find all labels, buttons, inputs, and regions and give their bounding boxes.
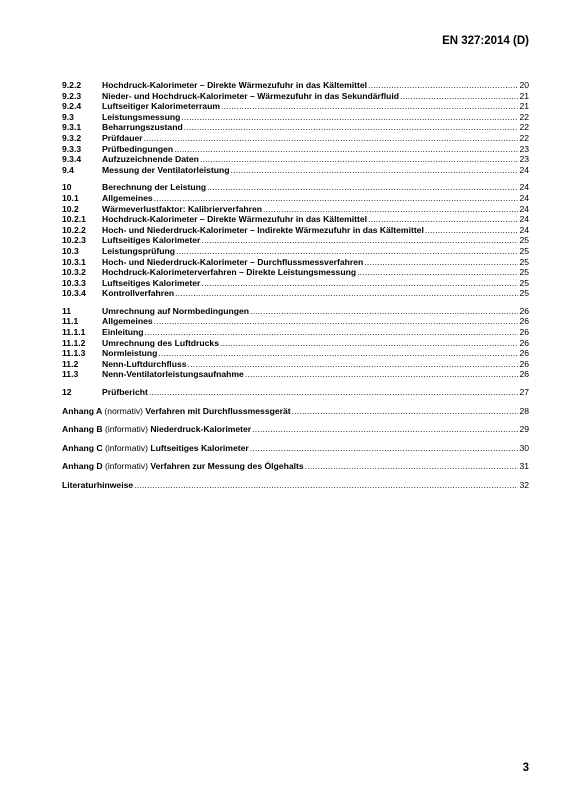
toc-entry-annex[interactable] — [62, 443, 529, 454]
toc-entry-number: 9.4 — [62, 164, 74, 175]
toc-entry-page: 28 — [519, 405, 529, 416]
toc-entry-title: Hochdruck-Kalorimeter – Direkte Wärmezufuhr in das Kältemittel — [102, 80, 368, 90]
toc-entry-title: Hochdruck-Kalorimeterverfahren – Direkte Leistungsmessung — [102, 267, 357, 278]
toc-entry-page: 25 — [519, 267, 529, 278]
toc-entry[interactable] — [62, 112, 529, 123]
toc-entry-number: 10.2.2 — [62, 224, 86, 235]
toc-leader-dots — [252, 424, 518, 435]
toc-entry[interactable] — [62, 214, 529, 225]
toc-group-9 — [62, 80, 529, 175]
toc-entry-page: 22 — [519, 111, 529, 122]
annex-title: Luftseitiges Kalorimeter — [150, 442, 249, 453]
toc-leader-dots — [158, 348, 518, 359]
toc-entry-title: Leistungsmessung — [102, 111, 181, 122]
toc-entry-title: Nenn-Luftdurchfluss — [102, 358, 187, 369]
toc-entry-page: 25 — [519, 245, 529, 256]
toc-entry-title: Prüfdauer — [102, 132, 143, 143]
toc-entry-number: 11.3 — [62, 369, 79, 380]
toc-entry-annex[interactable] — [62, 406, 529, 417]
toc-entry-page: 26 — [519, 316, 529, 327]
toc-leader-dots — [245, 369, 519, 380]
toc-entry-title: Prüfbericht — [102, 387, 148, 398]
toc-leader-dots — [425, 225, 519, 236]
toc-entry[interactable] — [62, 246, 529, 257]
toc-entry-page: 22 — [519, 122, 529, 133]
annex-label: Anhang C — [62, 442, 103, 453]
toc-entry[interactable] — [62, 369, 529, 380]
toc-entry-page: 26 — [519, 305, 529, 316]
toc-entry-page: 21 — [519, 90, 529, 101]
annex-title: Verfahren zur Messung des Ölgehalts — [150, 461, 304, 472]
toc-leader-dots — [144, 133, 519, 144]
toc-entry-number: 9.3 — [62, 111, 74, 122]
toc-entry-page: 24 — [519, 214, 529, 225]
toc-entry-page: 24 — [519, 182, 529, 193]
toc-leader-dots — [145, 327, 519, 338]
toc-entry[interactable] — [62, 80, 529, 91]
toc-entry-title — [62, 461, 304, 472]
toc-entry-page: 25 — [519, 288, 529, 299]
toc-entry-number: 9.2.2 — [62, 80, 82, 90]
toc-entry-title — [62, 424, 251, 435]
toc-entry-page: 27 — [519, 387, 529, 398]
toc-annexes — [62, 406, 529, 480]
toc-entry-title: Nenn-Ventilatorleistungsaufnahme — [102, 369, 244, 380]
toc-entry[interactable] — [62, 257, 529, 268]
toc-entry-title: Umrechnung des Luftdrucks — [102, 337, 219, 348]
toc-entry-page: 26 — [519, 337, 529, 348]
toc-entry-page: 23 — [519, 143, 529, 154]
toc-entry[interactable] — [62, 338, 529, 349]
toc-entry-title: Beharrungszustand — [102, 122, 183, 133]
toc-leader-dots — [263, 204, 518, 215]
toc-entry[interactable] — [62, 288, 529, 299]
toc-entry[interactable] — [62, 122, 529, 133]
toc-entry-title: Luftseitiges Kalorimeter — [102, 277, 201, 288]
toc-leader-dots — [400, 91, 518, 102]
toc-leader-dots — [175, 288, 518, 299]
toc-leader-dots — [368, 214, 518, 225]
toc-leader-dots — [231, 165, 519, 176]
toc-leader-dots — [250, 306, 518, 317]
toc-entry-number: 11.1.1 — [62, 327, 86, 338]
toc-entry-title: Umrechnung auf Normbedingungen — [102, 305, 250, 316]
toc-leader-dots — [200, 154, 519, 165]
toc-leader-dots — [184, 122, 519, 133]
toc-leader-dots — [154, 316, 519, 327]
toc-entry-title: Luftseitiges Kalorimeter — [102, 235, 201, 246]
toc-entry[interactable] — [62, 359, 529, 370]
toc-entry-title: Einleitung — [102, 327, 144, 338]
toc-entry-number: 10.3.2 — [62, 267, 86, 278]
toc-entry-number: 9.3.4 — [62, 154, 82, 165]
toc-entry[interactable] — [62, 133, 529, 144]
toc-entry[interactable] — [62, 204, 529, 215]
toc-entry-page: 29 — [519, 424, 529, 435]
toc-entry-number: 10.3.3 — [62, 277, 86, 288]
toc-entry[interactable] — [62, 154, 529, 165]
toc-leader-dots — [149, 387, 519, 398]
toc-leader-dots — [154, 193, 519, 204]
toc-entry-number: 9.3.1 — [62, 122, 82, 133]
toc-entry-number: 9.3.2 — [62, 132, 82, 143]
toc-leader-dots — [201, 235, 518, 246]
annex-label: Anhang A — [62, 405, 102, 416]
toc-leader-dots — [221, 101, 518, 112]
toc-entry-page: 24 — [519, 192, 529, 203]
toc-leader-dots — [201, 278, 518, 289]
toc-entry-number: 10.3.1 — [62, 256, 86, 267]
toc-entry-annex[interactable] — [62, 424, 529, 435]
toc-leader-dots — [292, 406, 519, 417]
toc-entry-title: Normleistung — [102, 348, 158, 359]
annex-label: Anhang B — [62, 424, 103, 435]
toc-leader-dots — [176, 246, 518, 257]
toc-entry-title: Literaturhinweise — [62, 480, 134, 490]
toc-entry-number: 11.1 — [62, 316, 79, 327]
toc-leader-dots — [364, 257, 518, 268]
toc-entry-page: 21 — [519, 101, 529, 112]
toc-entry[interactable] — [62, 91, 529, 102]
toc-leader-dots — [181, 112, 518, 123]
toc-entry-number: 11.2 — [62, 358, 79, 369]
toc-entry-page: 20 — [519, 80, 529, 90]
toc-entry-bibliography[interactable] — [62, 480, 529, 491]
annex-type: (informativ) — [104, 461, 148, 472]
toc-entry-number: 10.2 — [62, 203, 79, 214]
toc-entry-title: Prüfbedingungen — [102, 143, 174, 154]
toc-entry-page: 25 — [519, 277, 529, 288]
toc-entry-number: 10.3.4 — [62, 288, 86, 299]
toc-entry-page: 22 — [519, 132, 529, 143]
toc-entry-number: 10.2.1 — [62, 214, 86, 225]
toc-entry-title: Allgemeines — [102, 192, 153, 203]
toc-entry-title: Hoch- und Niederdruck-Kalorimeter – Durchflussmessverfahren — [102, 256, 364, 267]
toc-leader-dots — [305, 461, 519, 472]
toc-entry-title: Allgemeines — [102, 316, 153, 327]
toc-entry-page: 26 — [519, 369, 529, 380]
document-id: EN 327:2014 (D) — [442, 35, 529, 47]
toc-entry-number: 10 — [62, 182, 72, 193]
toc-entry-page: 24 — [519, 203, 529, 214]
toc-entry-number: 11 — [62, 305, 72, 316]
toc-entry-title — [62, 443, 249, 454]
annex-type: (informativ) — [104, 442, 148, 453]
toc-entry[interactable] — [62, 225, 529, 236]
annex-type: (informativ) — [104, 424, 148, 435]
toc-group-11 — [62, 306, 529, 380]
annex-type: (normativ) — [104, 405, 144, 416]
toc-entry-title: Wärmeverlustfaktor: Kalibrierverfahren — [102, 203, 262, 214]
toc-entry-title: Messung der Ventilatorleistung — [102, 164, 230, 175]
toc-entry-number: 10.3 — [62, 245, 79, 256]
toc-entry-page: 26 — [519, 327, 529, 338]
toc-leader-dots — [134, 480, 518, 491]
annex-label: Anhang D — [62, 461, 103, 472]
toc-entry-title — [62, 406, 291, 417]
toc-entry-number: 10.1 — [62, 192, 79, 203]
toc-leader-dots — [357, 267, 518, 278]
toc-entry-page: 26 — [519, 348, 529, 359]
toc-entry-page: 26 — [519, 358, 529, 369]
toc-entry-number: 11.1.3 — [62, 348, 86, 359]
toc-entry-title: Berechnung der Leistung — [102, 182, 207, 193]
toc-entry-title: Hochdruck-Kalorimeter – Direkte Wärmezufuhr in das Kältemittel — [102, 214, 368, 225]
toc-leader-dots — [220, 338, 518, 349]
toc-leader-dots — [368, 80, 518, 91]
toc-entry-title: Leistungsprüfung — [102, 245, 176, 256]
toc-entry-page: 32 — [519, 480, 529, 490]
toc-entry[interactable] — [62, 193, 529, 204]
toc-entry-annex[interactable] — [62, 461, 529, 472]
toc-entry[interactable] — [62, 144, 529, 155]
toc-entry-title: Nieder- und Hochdruck-Kalorimeter – Wärmezufuhr in das Sekundärfluid — [102, 90, 400, 101]
toc-entry-number: 12 — [62, 387, 72, 398]
toc-entry-page: 24 — [519, 164, 529, 175]
toc-entry-number: 10.2.3 — [62, 235, 86, 246]
toc-entry-page: 23 — [519, 154, 529, 165]
toc-entry-page: 31 — [519, 461, 529, 472]
toc-entry-page: 30 — [519, 442, 529, 453]
toc-entry[interactable] — [62, 235, 529, 246]
toc-entry[interactable] — [62, 348, 529, 359]
toc-entry[interactable] — [62, 182, 529, 193]
toc-entry-12[interactable] — [62, 387, 529, 398]
toc-entry-page: 25 — [519, 235, 529, 246]
toc-entry[interactable] — [62, 327, 529, 338]
toc-entry-number: 9.2.4 — [62, 101, 82, 112]
page-number: 3 — [522, 762, 529, 774]
toc-entry[interactable] — [62, 267, 529, 278]
toc-entry-page: 24 — [519, 224, 529, 235]
toc-entry-number: 11.1.2 — [62, 337, 86, 348]
annex-title: Niederdruck-Kalorimeter — [150, 424, 252, 435]
toc-entry-page: 25 — [519, 256, 529, 267]
toc-group-10 — [62, 182, 529, 299]
toc-entry-title: Aufzuzeichnende Daten — [102, 154, 199, 165]
toc-leader-dots — [174, 144, 518, 155]
toc-leader-dots — [188, 359, 519, 370]
toc-entry-number: 9.3.3 — [62, 143, 82, 154]
toc-entry[interactable] — [62, 101, 529, 112]
toc-entry[interactable] — [62, 165, 529, 176]
table-of-contents — [62, 80, 529, 491]
toc-entry[interactable] — [62, 278, 529, 289]
toc-entry[interactable] — [62, 306, 529, 317]
toc-entry[interactable] — [62, 316, 529, 327]
toc-entry-number: 9.2.3 — [62, 90, 82, 101]
toc-entry-title: Luftseitiger Kalorimeterraum — [102, 101, 220, 112]
toc-entry-title: Kontrollverfahren — [102, 288, 175, 299]
toc-leader-dots — [207, 182, 518, 193]
toc-leader-dots — [250, 443, 519, 454]
toc-entry-title: Hoch- und Niederdruck-Kalorimeter – Indirekte Wärmezufuhr in das Kältemittel — [102, 224, 424, 235]
annex-title: Verfahren mit Durchflussmessgerät — [145, 405, 291, 416]
